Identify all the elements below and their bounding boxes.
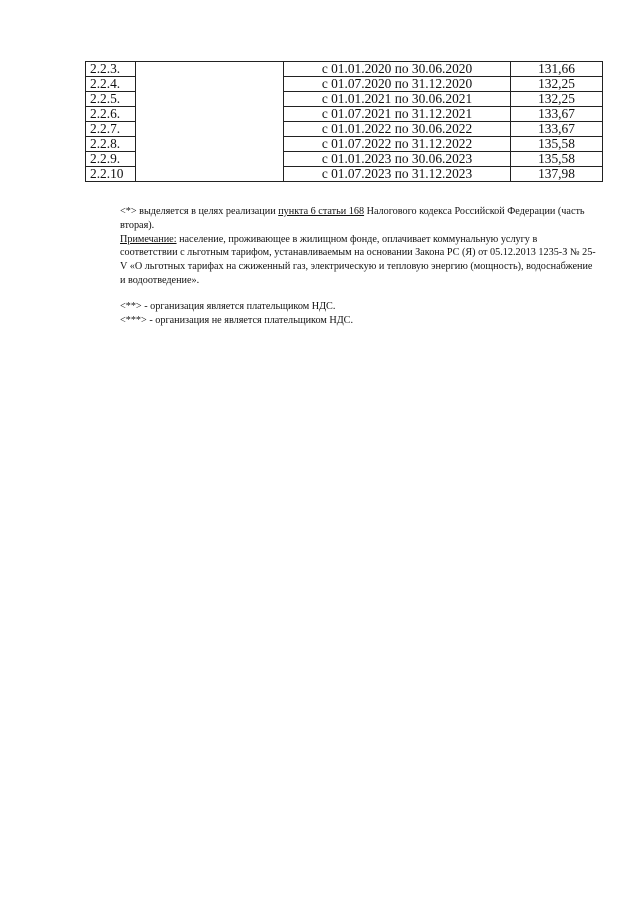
row-number: 2.2.9. bbox=[86, 152, 136, 167]
tariff-value: 135,58 bbox=[511, 152, 603, 167]
tariff-value: 135,58 bbox=[511, 137, 603, 152]
empty-cell bbox=[136, 62, 284, 182]
note-paragraph bbox=[120, 233, 596, 288]
tax-code-link[interactable]: пункта 6 статьи 168 bbox=[278, 206, 365, 217]
row-number: 2.2.10 bbox=[86, 167, 136, 182]
tariff-value: 133,67 bbox=[511, 107, 603, 122]
footnote-marker: <*> bbox=[120, 206, 137, 217]
row-number: 2.2.5. bbox=[86, 92, 136, 107]
note-label: Примечание: bbox=[120, 233, 177, 245]
row-number: 2.2.3. bbox=[86, 62, 136, 77]
tariff-value: 131,66 bbox=[511, 62, 603, 77]
period-cell: с 01.01.2021 по 30.06.2021 bbox=[284, 92, 511, 107]
notes-section bbox=[120, 205, 596, 327]
period-cell: с 01.01.2023 по 30.06.2023 bbox=[284, 152, 511, 167]
footnote-tax bbox=[120, 205, 596, 233]
period-cell: с 01.07.2023 по 31.12.2023 bbox=[284, 167, 511, 182]
tariff-value: 133,67 bbox=[511, 122, 603, 137]
period-cell: с 01.01.2022 по 30.06.2022 bbox=[284, 122, 511, 137]
row-number: 2.2.4. bbox=[86, 77, 136, 92]
tariff-value: 132,25 bbox=[511, 92, 603, 107]
period-cell: с 01.01.2020 по 30.06.2020 bbox=[284, 62, 511, 77]
footnote-text: Налогового кодекса Российской Федерации (часть вторая). bbox=[120, 206, 585, 231]
period-cell: с 01.07.2021 по 31.12.2021 bbox=[284, 107, 511, 122]
vat-payer-note: <**> - организация является плательщиком НДС. bbox=[120, 300, 336, 312]
period-cell: с 01.07.2022 по 31.12.2022 bbox=[284, 137, 511, 152]
row-number: 2.2.8. bbox=[86, 137, 136, 152]
tariff-table bbox=[85, 61, 603, 182]
tariff-value: 132,25 bbox=[511, 77, 603, 92]
period-cell: с 01.07.2020 по 31.12.2020 bbox=[284, 77, 511, 92]
vat-nonpayer-note: <***> - организация не является плательщиком НДС. bbox=[120, 314, 354, 326]
footnote-text: выделяется в целях реализации bbox=[136, 206, 279, 217]
row-number: 2.2.6. bbox=[86, 107, 136, 122]
tariff-value: 137,98 bbox=[511, 167, 603, 182]
table-row bbox=[86, 62, 603, 77]
note-text: население, проживающее в жилищном фонде, оплачивает коммунальную услугу в соответствии с льготным тарифом, устанавливаемым на основании Закона РС (Я) от 05.12.2013 1235-З № 25-V «О льготных тарифах на сжиженный газ, электрическую и тепловую энергию (мощность), водоснабжение и водоотведение». bbox=[120, 233, 596, 286]
row-number: 2.2.7. bbox=[86, 122, 136, 137]
